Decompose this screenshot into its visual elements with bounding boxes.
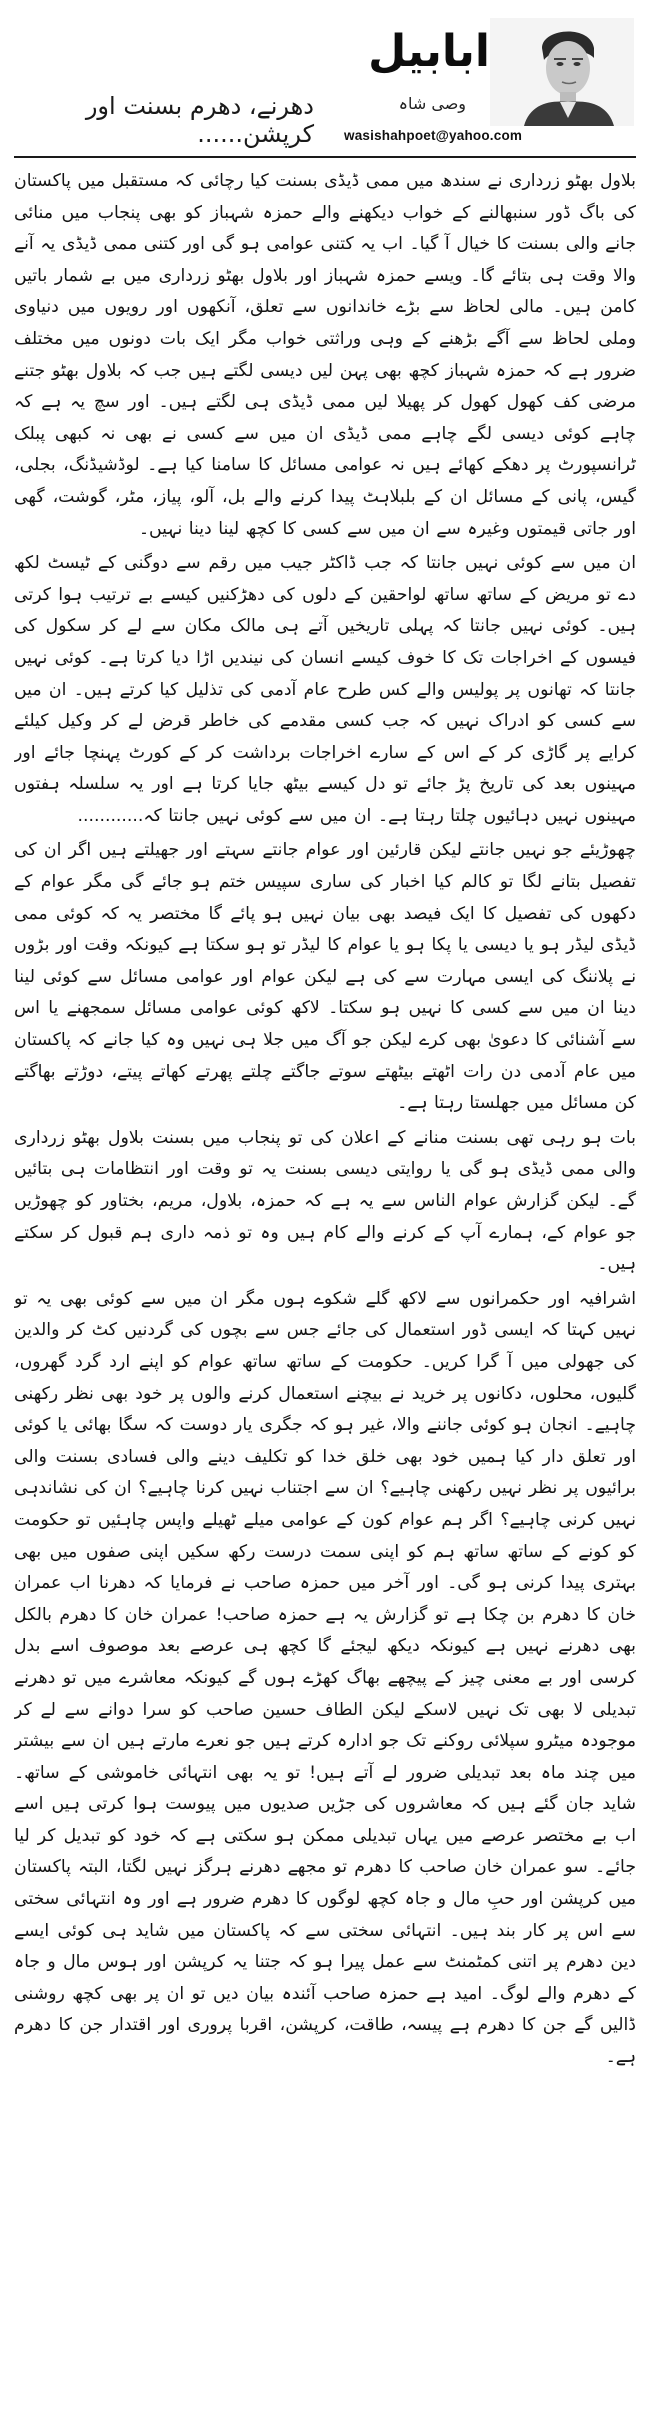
author-name: وصی شاہ [398,94,466,113]
author-photo [490,18,634,126]
article-paragraph: بات ہو رہی تھی بسنت منانے کے اعلان کی تو پنجاب میں بسنت بلاول بھٹو زرداری والی ممی ڈیڈی ہو گی یا روایتی دیسی بسنت یہ تو وقت اور انتظامات ہی بتائیں گے۔ لیکن گزارش عوام الناس سے یہ ہے کہ حمزہ، بلاول، مریم، بختاور کو چھوڑیں جو عوام کے، ہمارے آپ کے کرنے والے کام ہیں وہ تو ذمہ داری ہم قبول کر سکتے ہیں۔ [14,1127,636,1275]
column-headline: دھرنے، دھرم بسنت اور کرپشن...... [85,92,314,148]
article-paragraph: اشرافیہ اور حکمرانوں سے لاکھ گلے شکوے ہوں مگر ان میں سے کوئی بھی یہ تو نہیں کہتا کہ ایسی ڈور استعمال کی جائے جس سے بچوں کی گردنیں کٹ کر والدین کی جھولی میں آ گرا کریں۔ حکومت کے ساتھ ساتھ عوام کو اپنے ارد گرد گھروں، گلیوں، محلوں، دکانوں پر خرید نے بیچنے استعمال کرنے والوں پر خود بھی نظر رکھنی چاہیے۔ انجان ہو کوئی جاننے والا، غیر ہو کہ جگری یار دوست کہ سگا بھائی یا کوئی اور تعلق دار کیا ہمیں خود بھی خلق خدا کو تکلیف دینے والی فسادی بسنت والی برائیوں پر نظر نہیں رکھنی چاہیے؟ ان سے اجتناب نہیں کرنا چاہیے؟ ان کی نشاندہی نہیں کرنی چاہیے؟ اگر ہم عوام کون کے عوامی میلے ٹھیلے واپس چاہئیں تو حکومت کو کونے کے ساتھ ساتھ ہم کو اپنی سمت درست رکھ سکیں اپنی صفوں میں بھی بہتری پیدا کرنی ہو گی۔ اور آخر میں حمزہ صاحب نے فرمایا کہ دھرنا اب عمران خان کا دھرم بن چکا ہے تو گزارش یہ ہے حمزہ صاحب! عمران خان کا دھرم بالکل بھی دھرنے نہیں ہے کیونکہ دیکھ لیجئے گا کچھ ہی عرصے بعد موصوف اسے بدل کرسی اور بے معنی چیز کے پیچھے بھاگ کھڑے ہوں گے کیونکہ معاشرے میں تو دھرنے تبدیلی لا بھی تک نہیں لاسکے لیکن الطاف حسین صاحب کو سرا دوانے سے لے کر موجودہ میٹرو سپلائی روکنے تک جو ادارہ کرتے ہیں جو نعرے مارتے ہیں ان سے بیشتر میں چند ماہ بعد تبدیلی ضرور لے آتے ہیں! تو یہ بھی انتہائی خاموشی کے ساتھ۔ شاید جان گئے ہیں کہ معاشروں کی جڑیں صدیوں میں پیوست ہوا کرتی ہیں اسے اب بے مختصر عرصے میں یہاں تبدیلی ممکن ہو سکتی ہے کہ خود کو تبدیل کر لیا جائے۔ سو عمران خان صاحب کا دھرم تو مجھے دھرنے ہرگز نہیں لگتا، البتہ پاکستان میں کرپشن اور حبِ مال و جاہ کچھ لوگوں کا دھرم ضرور ہے اور وہ انتہائی سختی سے اس پر کار بند ہیں۔ انتہائی سختی سے کہ پاکستان میں شاید ہی کوئی ایسے دین دھرم پر اتنی کمٹمنٹ سے عمل پیرا ہو کہ جتنا یہ کرپشن اور ہوس مال و جاہ کے دھرم والے لوگ۔ امید ہے حمزہ صاحب آئندہ بیان دیں تو ان پر بھی کچھ روشنی ڈالیں گے جن کا دھرم ہے پیسہ، طاقت، کرپشن، اقربا پروری اور اقتدار جن کا دھرم ہے۔ [14,1288,636,2068]
article-paragraph: چھوڑیئے جو نہیں جانتے لیکن قارئین اور عوام جانتے سہتے اور جھیلتے ہیں اگر ان کی تفصیل بتانے لگا تو کالم کیا اخبار کی ساری سپیس ختم ہو جائے گی مگر عوام کے دکھوں کی تفصیل کا ایک فیصد بھی بیان نہیں ہو پائے گا مختصر یہ کہ کوئی ممی ڈیڈی لیڈر ہو یا دیسی یا پکا ہو یا عوام کا لیڈر تو ہو سکتا ہے کیونکہ وقت اور بڑوں نے پلاننگ کی ایسی مہارت سے کی ہے لیکن عوام اور عوامی مسائل سے کوئی لینا دینا ان میں سے کسی کا نہیں ہو سکتا۔ لاکھ کوئی عوامی مسائل سمجھنے یا اس سے آشنائی کا دعویٰ بھی کرے لیکن جو آگ میں جلا ہی نہیں وہ کیا جانے کہ پاکستان میں عام آدمی دن رات اٹھتے بیٹھتے سوتے جاگتے چلتے پھرتے کھاتے پیتے، دوڑتے بھاگتے کن مسائل میں جھلستا رہتا ہے۔ [14,840,636,1114]
article-body [14,166,636,2398]
author-email: wasishahpoet@yahoo.com [344,128,523,143]
article-paragraph: ان میں سے کوئی نہیں جانتا کہ جب ڈاکٹر جیب میں رقم سے دوگنی کے ٹیسٹ لکھ دے تو مریض کے ساتھ ساتھ لواحقین کے دلوں کی دھڑکنیں کیسے بے ترتیب ہوا کرتی ہیں۔ کوئی نہیں جانتا کہ پہلی تاریخیں آتے ہی مالک مکان سے لے کر سکول کی فیسوں کے اخراجات تک کا خوف کیسے انسان کی نیندیں اڑا دیا کرتا ہے۔ کوئی نہیں جانتا کہ تھانوں پر پولیس والے کس طرح عام آدمی کی تذلیل کیا کرتے ہیں۔ ان میں سے کسی کو ادراک نہیں کہ جب کسی مقدمے کی خاطر قرض لے کر وکیل کیلئے کرایے پر گاڑی کر کے اس کے سارے اخراجات برداشت کر کے کورٹ پہنچا جائے اور مہینوں بعد کی تاریخ پڑ جائے تو دل کیسے بیٹھ جایا کرتا ہے اور یہ سلسلہ ہفتوں مہینوں نہیں دہائیوں چلتا رہتا ہے۔ ان میں سے کوئی نہیں جانتا کہ............ [14,553,636,826]
article-paragraph: بلاول بھٹو زرداری نے سندھ میں ممی ڈیڈی بسنت کیا رچائی کہ مستقبل میں پاکستان کی باگ ڈور سنبھالنے کے خواب دیکھنے والے حمزہ شہباز کو بھی پنجاب میں منائی جانے والی بسنت کا خیال آ گیا۔ اب یہ کتنی عوامی ہو گی اور کتنی ممی ڈیڈی یہ آنے والا وقت ہی بتائے گا۔ ویسے حمزہ شہباز اور بلاول بھٹو زرداری میں بے شمار باتیں کامن ہیں۔ مالی لحاظ سے بڑے خاندانوں سے تعلق، آنکھوں اور رویوں میں دنیاوی وملی لحاظ سے آگے بڑھنے کے وہی وراثتی خواب مگر ایک بات دونوں میں مختلف ضرور ہے کہ حمزہ شہباز کچھ بھی پہن لیں دیسی لگتے ہیں جب کہ بلاول بھٹو جتنے مرضی کف کھول کھول کر پھیلا لیں ممی ڈیڈی ہی لگتے ہیں۔ اور سچ یہ ہے کہ چاہے کوئی دیسی لگے چاہے ممی ڈیڈی ان میں سے کسی نے بھی نہ کبھی پبلک ٹرانسپورٹ پر دھکے کھائے ہیں نہ عوامی مسائل کا سامنا کیا ہے۔ لوڈشیڈنگ، بجلی، گیس، پانی کے مسائل ان کے بلبلاہٹ پیدا کرنے والے بل، آلو، پیاز، مٹر، گوشت، گھی اور جاتی قیمتوں وغیرہ سے ان میں سے کسی کا کچھ لینا دینا نہیں۔ [14,171,636,539]
column-header [14,16,636,158]
column-logo-text: ابابیل [368,26,490,77]
author-portrait-icon [490,18,634,126]
